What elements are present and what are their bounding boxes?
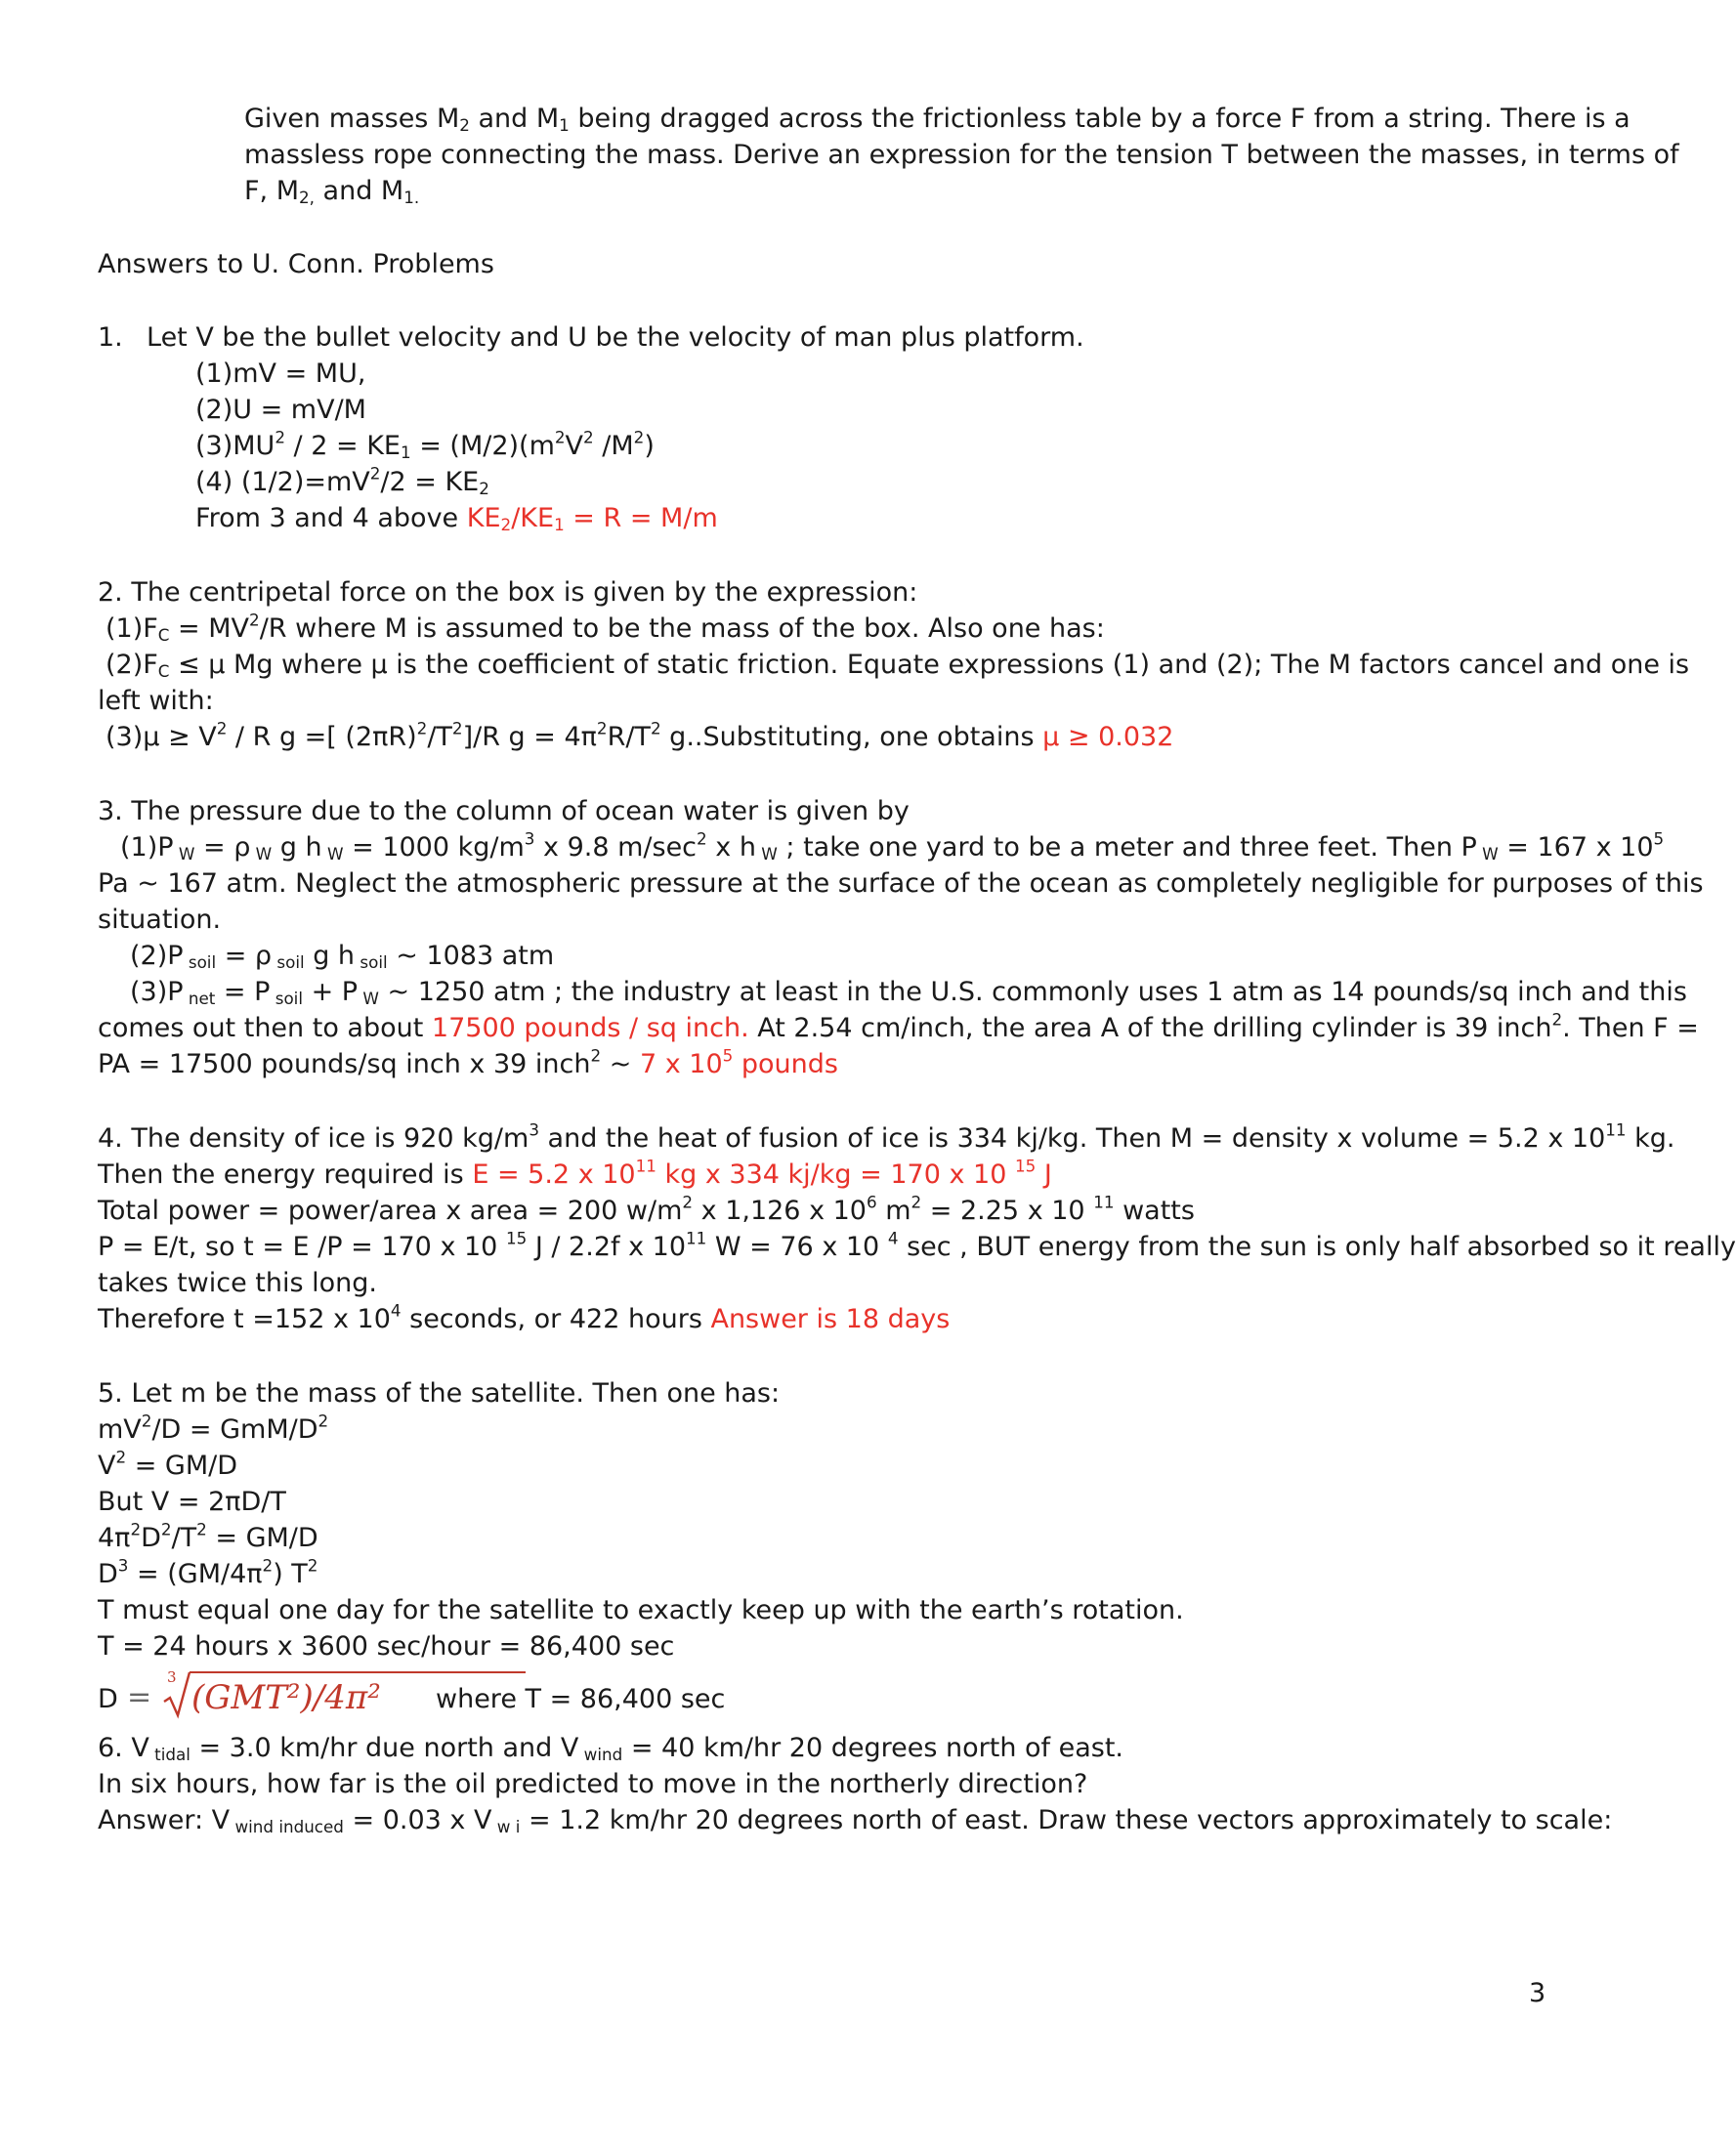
problem-2-line-1 — [98, 579, 917, 606]
text-run: watts — [1114, 1196, 1195, 1226]
text-run: From 3 and 4 above — [195, 503, 467, 533]
text-run: x 9.8 m/sec — [534, 832, 698, 863]
text-run: ) — [644, 431, 655, 461]
text-run: Therefore t =152 x 10 — [98, 1304, 391, 1334]
text-run: sec , BUT energy from the sun is only half absorbed so it really — [898, 1232, 1736, 1262]
text-run: 3. The pressure due to the column of ocean water is given by — [98, 796, 910, 826]
text-run: 11 — [686, 1228, 707, 1248]
text-run: 3 — [529, 1119, 539, 1140]
text-run: 11 — [635, 1156, 656, 1176]
text-run: mV — [98, 1414, 142, 1445]
text-run: x h — [706, 832, 756, 863]
text-run: net — [183, 989, 216, 1009]
text-run: T = 24 hours x 3600 sec/hour = 86,400 sec — [98, 1631, 675, 1662]
text-run: soil — [355, 952, 388, 973]
text-run: 1 — [559, 115, 570, 136]
text-run: 7 x 10 — [639, 1049, 723, 1079]
text-run: R/T — [607, 722, 651, 752]
text-run: comes out then to about — [98, 1013, 432, 1043]
problem-4-line-2 — [98, 1156, 1052, 1190]
problem-5-line-2 — [98, 1411, 329, 1445]
problem-5-line-7 — [98, 1597, 1184, 1623]
text-run: . Then F = — [1562, 1013, 1699, 1043]
text-run: /R where M is assumed to be the mass of the box. Also one has: — [259, 613, 1105, 644]
text-run: E = 5.2 x 10 — [472, 1159, 636, 1190]
text-run: 2 — [682, 1192, 694, 1212]
text-run: + P — [302, 977, 359, 1007]
text-run: J — [1036, 1159, 1052, 1190]
text-run: w i — [491, 1817, 521, 1837]
text-run: g..Substituting, one obtains — [660, 722, 1043, 752]
root-index: 3 — [167, 1668, 177, 1686]
problem-1-line-5 — [195, 463, 489, 499]
text-run: W — [1476, 844, 1499, 864]
intro-line-1 — [244, 104, 1630, 136]
text-run: = GM/D — [206, 1523, 318, 1553]
text-run: /KE — [511, 503, 555, 533]
text-run: /T — [427, 722, 452, 752]
text-run: T must equal one day for the satellite to exactly keep up with the earth’s rotation. — [98, 1595, 1184, 1625]
problem-5-line-5 — [98, 1519, 318, 1553]
problem-1-line-2 — [195, 360, 365, 387]
problem-1-line-3 — [195, 397, 366, 423]
text-run: soil — [272, 952, 305, 973]
text-run: = ρ — [216, 941, 273, 971]
satellite-distance-formula — [98, 1666, 782, 1721]
text-run: = (GM/4π — [128, 1559, 263, 1589]
problem-5-line-4 — [98, 1489, 286, 1515]
formula-tail: where T = 86,400 sec — [436, 1684, 726, 1714]
text-run: = 2.25 x 10 — [921, 1196, 1094, 1226]
text-run: (2)P — [130, 941, 184, 971]
text-run: 2 — [318, 1411, 329, 1431]
text-run: /T — [171, 1523, 197, 1553]
problem-3-line-2 — [120, 828, 1665, 864]
text-run: Total power = power/area x area = 200 w/m — [98, 1196, 683, 1226]
text-run: 2 — [1551, 1009, 1563, 1030]
text-run: 2 — [369, 463, 381, 484]
text-run: 2 — [160, 1519, 172, 1539]
radicand: (GMT²)/4π² — [191, 1678, 381, 1717]
problem-4-line-3 — [98, 1192, 1195, 1226]
text-run: 17500 pounds / sq inch. — [431, 1013, 749, 1043]
text-run: g h — [304, 941, 356, 971]
text-run: 1. — [403, 188, 420, 208]
text-run: (3)MU — [195, 431, 275, 461]
text-run: 2 — [650, 718, 661, 738]
text-run: / 2 = KE — [284, 431, 401, 461]
text-run: ~ — [601, 1049, 640, 1079]
text-run: P = E/t, so t = E /P = 170 x 10 — [98, 1232, 506, 1262]
text-run: 5 — [722, 1045, 734, 1066]
text-run: W — [250, 844, 273, 864]
text-run: 15 — [1014, 1156, 1037, 1176]
text-run: 2 — [633, 427, 645, 447]
text-run: (2)U = mV/M — [195, 395, 366, 425]
text-run: W — [358, 989, 379, 1009]
text-run: 2, — [299, 188, 315, 208]
problem-6-line-1 — [98, 1733, 1124, 1765]
text-run: situation. — [98, 905, 222, 935]
text-run: 11 — [1093, 1192, 1115, 1212]
problem-1-number — [98, 324, 123, 351]
text-run: W = 76 x 10 — [706, 1232, 888, 1262]
text-run: = 167 x 10 — [1498, 832, 1654, 863]
text-run: 3 — [524, 828, 535, 849]
text-run: V — [565, 431, 584, 461]
text-run: ≤ μ Mg where μ is the coefficient of static friction. Equate expressions (1) and (2); The M factors cancel and one is — [169, 650, 1690, 680]
formula-equals: = — [127, 1680, 152, 1714]
problem-3-line-7 — [98, 1009, 1699, 1043]
text-run: 3 — [117, 1555, 129, 1576]
text-run: soil — [183, 952, 217, 973]
text-run: = MV — [169, 613, 250, 644]
text-run: = R = M/m — [564, 503, 718, 533]
text-run: 2 — [275, 427, 285, 447]
text-run: = 40 km/hr 20 degrees north of east. — [622, 1733, 1124, 1763]
text-run: 11 — [1605, 1119, 1627, 1140]
problem-4-line-6 — [98, 1300, 951, 1334]
text-run: 1. — [98, 322, 123, 353]
text-run: Then the energy required is — [98, 1159, 473, 1190]
text-run: (3)μ ≥ V — [106, 722, 217, 752]
text-run: ~ 1083 atm — [387, 941, 555, 971]
text-run: 2 — [196, 1519, 207, 1539]
text-run: 2 — [416, 718, 428, 738]
text-run: 2. The centripetal force on the box is given by the expression: — [98, 577, 918, 608]
text-run: = 1.2 km/hr 20 degrees north of east. Draw these vectors approximately to scale: — [520, 1805, 1613, 1835]
page-number: 3 — [1529, 1978, 1546, 2008]
text-run: 2 — [307, 1555, 318, 1576]
problem-5-line-8 — [98, 1633, 674, 1660]
text-run: 2 — [554, 427, 566, 447]
text-run: (4) (1/2)=mV — [195, 467, 370, 497]
text-run: Answer is 18 days — [710, 1304, 951, 1334]
text-run: 1 — [554, 515, 565, 535]
text-run: In six hours, how far is the oil predicted to move in the northerly direction? — [98, 1769, 1088, 1799]
problem-1-line-1 — [147, 324, 1084, 351]
text-run: 2 — [216, 718, 228, 738]
text-run: 5. Let m be the mass of the satellite. Then one has: — [98, 1378, 781, 1409]
text-run: 6. V — [98, 1733, 149, 1763]
text-run: D — [98, 1559, 118, 1589]
text-run: = 3.0 km/hr due north and V — [190, 1733, 579, 1763]
text-run: W — [173, 844, 195, 864]
intro-line-2 — [244, 142, 1679, 168]
text-run: 2 — [590, 1045, 602, 1066]
text-run: 4 — [887, 1228, 899, 1248]
text-run: 2 — [596, 718, 608, 738]
problem-2-line-5 — [106, 718, 1174, 752]
text-run: 4. The density of ice is 920 kg/m — [98, 1123, 529, 1154]
text-run: ; take one yard to be a meter and three feet. Then P — [777, 832, 1477, 863]
text-run: 2 — [479, 479, 489, 499]
text-run: 4π — [98, 1523, 131, 1553]
text-run: 15 — [505, 1228, 528, 1248]
text-run: (1)F — [106, 613, 158, 644]
text-run: and M — [314, 176, 404, 206]
text-run: 2 — [262, 1555, 274, 1576]
text-run: soil — [270, 989, 303, 1009]
text-run: W — [321, 844, 344, 864]
text-run: kg. — [1626, 1123, 1675, 1154]
text-run: 2 — [141, 1411, 152, 1431]
text-run: At 2.54 cm/inch, the area A of the drilling cylinder is 39 inch — [748, 1013, 1552, 1043]
text-run: ]/R g = 4π — [462, 722, 597, 752]
text-run: tidal — [148, 1745, 191, 1765]
text-run: 2 — [249, 610, 260, 630]
text-run: 6 — [867, 1192, 877, 1212]
text-run: takes twice this long. — [98, 1268, 377, 1298]
text-run: /2 = KE — [380, 467, 480, 497]
problem-4-line-4 — [98, 1228, 1736, 1262]
text-run: x 1,126 x 10 — [693, 1196, 867, 1226]
text-run: = ρ — [194, 832, 251, 863]
text-run: /M — [593, 431, 634, 461]
text-run: 2 — [130, 1519, 142, 1539]
text-run: J / 2.2f x 10 — [527, 1232, 687, 1262]
text-run: ) T — [273, 1559, 308, 1589]
text-run: 4 — [390, 1300, 402, 1321]
text-run: KE — [466, 503, 501, 533]
problem-5-line-1 — [98, 1380, 780, 1407]
text-run: V — [98, 1451, 116, 1481]
text-run: kg x 334 kj/kg = 170 x 10 — [656, 1159, 1015, 1190]
text-run: W — [755, 844, 778, 864]
text-run: 2 — [910, 1192, 922, 1212]
text-run: = GM/D — [126, 1451, 238, 1481]
text-run: 1 — [400, 442, 411, 463]
text-run: = 1000 kg/m — [343, 832, 525, 863]
formula-lhs: D — [98, 1684, 118, 1714]
problem-1-line-4 — [195, 427, 655, 463]
problem-2-line-3 — [106, 650, 1690, 682]
text-run: 2 — [583, 427, 594, 447]
text-run: m — [876, 1196, 911, 1226]
text-run: g h — [272, 832, 322, 863]
text-run: seconds, or 422 hours — [401, 1304, 711, 1334]
problem-6-line-3 — [98, 1805, 1613, 1837]
text-run: left with: — [98, 686, 214, 716]
text-run: ~ 1250 atm ; the industry at least in the U.S. commonly uses 1 atm as 14 pounds/sq inch and this — [378, 977, 1687, 1007]
text-run: being dragged across the frictionless table by a force F from a string. There is a — [569, 104, 1630, 134]
problem-3-line-1 — [98, 798, 910, 824]
problem-4-line-5 — [98, 1270, 377, 1296]
text-run: F, M — [244, 176, 299, 206]
text-run: PA = 17500 pounds/sq inch x 39 inch — [98, 1049, 591, 1079]
text-run: wind induced — [230, 1817, 344, 1837]
text-run: = 0.03 x V — [343, 1805, 492, 1835]
problem-5-line-3 — [98, 1447, 238, 1481]
problem-6-line-2 — [98, 1771, 1087, 1797]
text-run: (1)mV = MU, — [195, 358, 366, 389]
text-run: and M — [469, 104, 560, 134]
text-run: 2 — [451, 718, 463, 738]
text-run: C — [157, 625, 170, 646]
text-run: C — [157, 661, 170, 682]
text-run: (3)P — [130, 977, 184, 1007]
radicand-overline — [190, 1671, 526, 1673]
text-run: Given masses M — [244, 104, 460, 134]
text-run: 2 — [115, 1447, 127, 1467]
problem-3-line-4 — [98, 906, 221, 933]
text-run: = (M/2)(m — [410, 431, 555, 461]
problem-1-line-6 — [195, 503, 718, 535]
text-run: 2 — [459, 115, 470, 136]
text-run: (2)F — [106, 650, 158, 680]
text-run: Answer: V — [98, 1805, 231, 1835]
problem-3-line-8 — [98, 1045, 838, 1079]
text-run: Answers to U. Conn. Problems — [98, 249, 494, 279]
text-run: / R g =[ (2πR) — [227, 722, 417, 752]
problem-2-line-2 — [106, 610, 1105, 646]
text-run: Let V be the bullet velocity and U be the velocity of man plus platform. — [147, 322, 1084, 353]
text-run: μ ≥ 0.032 — [1042, 722, 1174, 752]
text-run: and the heat of fusion of ice is 334 kj/kg. Then M = density x volume = 5.2 x 10 — [538, 1123, 1606, 1154]
text-run: pounds — [733, 1049, 838, 1079]
text-run: (1)P — [120, 832, 174, 863]
problem-3-line-6 — [130, 977, 1687, 1009]
text-run: 2 — [500, 515, 512, 535]
text-run: = P — [215, 977, 271, 1007]
problem-5-line-6 — [98, 1555, 318, 1589]
problem-4-line-1 — [98, 1119, 1675, 1154]
text-run: wind — [578, 1745, 623, 1765]
intro-line-3 — [244, 176, 420, 208]
problem-3-line-3 — [98, 870, 1704, 897]
text-run: Pa ~ 167 atm. Neglect the atmospheric pressure at the surface of the ocean as completely negligible for purposes of this — [98, 868, 1704, 899]
text-run: 2 — [697, 828, 707, 849]
text-run: 5 — [1653, 828, 1665, 849]
text-run: But V = 2πD/T — [98, 1487, 286, 1517]
section-heading — [98, 251, 494, 277]
text-run: massless rope connecting the mass. Derive an expression for the tension T between the masses, in terms of — [244, 140, 1679, 170]
text-run: D — [141, 1523, 161, 1553]
text-run: /D = GmM/D — [151, 1414, 318, 1445]
problem-2-line-4 — [98, 688, 214, 714]
problem-3-line-5 — [130, 941, 555, 973]
